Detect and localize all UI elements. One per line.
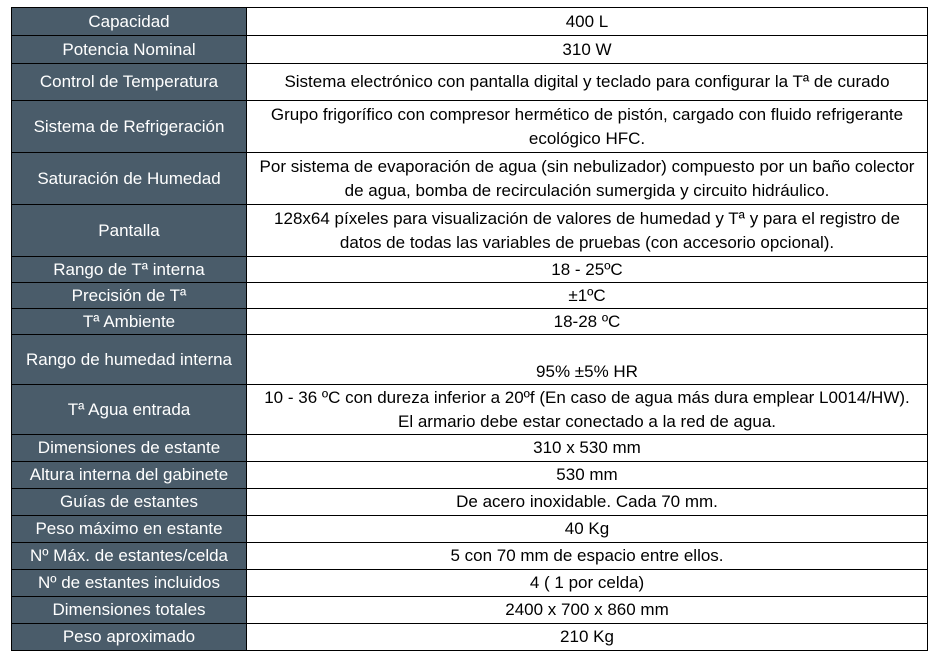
row-label: Potencia Nominal [12, 36, 247, 64]
row-label: Peso máximo en estante [12, 516, 247, 543]
table-row [12, 205, 928, 257]
row-value: ±1ºC [247, 283, 928, 309]
table-row [12, 489, 928, 516]
row-value: 40 Kg [247, 516, 928, 543]
row-value: 310 W [247, 36, 928, 64]
row-label: Guías de estantes [12, 489, 247, 516]
specifications-table [11, 7, 928, 651]
row-label: Pantalla [12, 205, 247, 257]
row-value: Por sistema de evaporación de agua (sin nebulizador) compuesto por un baño colector de agua, bomba de recirculación sumergida y circuito hidráulico. [247, 153, 928, 205]
table-row [12, 385, 928, 435]
table-row [12, 283, 928, 309]
table-row [12, 597, 928, 624]
row-label: Saturación de Humedad [12, 153, 247, 205]
row-value: 5 con 70 mm de espacio entre ellos. [247, 543, 928, 570]
row-value: 95% ±5% HR [247, 335, 928, 385]
row-label: Capacidad [12, 8, 247, 36]
table-row [12, 101, 928, 153]
row-label: Tª Agua entrada [12, 385, 247, 435]
table-row [12, 516, 928, 543]
row-value: 530 mm [247, 462, 928, 489]
table-row [12, 335, 928, 385]
table-row [12, 309, 928, 335]
row-label: Peso aproximado [12, 624, 247, 651]
table-row [12, 570, 928, 597]
row-label: Control de Temperatura [12, 64, 247, 101]
row-value: 2400 x 700 x 860 mm [247, 597, 928, 624]
row-value: Sistema electrónico con pantalla digital y teclado para configurar la Tª de curado [247, 64, 928, 101]
row-label: Tª Ambiente [12, 309, 247, 335]
row-value: 210 Kg [247, 624, 928, 651]
row-value: 18 - 25ºC [247, 257, 928, 283]
table-row [12, 462, 928, 489]
row-label: Precisión de Tª [12, 283, 247, 309]
table-row [12, 435, 928, 462]
row-value: 310 x 530 mm [247, 435, 928, 462]
table-row [12, 8, 928, 36]
row-value: 400 L [247, 8, 928, 36]
row-value: 10 - 36 ºC con dureza inferior a 20ºf (En caso de agua más dura emplear L0014/HW). El armario debe estar conectado a la red de agua. [247, 385, 928, 435]
row-value: 4 ( 1 por celda) [247, 570, 928, 597]
table-row [12, 257, 928, 283]
row-label: Sistema de Refrigeración [12, 101, 247, 153]
row-value: 18-28 ºC [247, 309, 928, 335]
table-row [12, 64, 928, 101]
table-row [12, 36, 928, 64]
row-label: Nº de estantes incluidos [12, 570, 247, 597]
row-label: Dimensiones totales [12, 597, 247, 624]
table-row [12, 543, 928, 570]
row-value: 128x64 píxeles para visualización de valores de humedad y Tª y para el registro de datos de todas las variables de pruebas (con accesorio opcional). [247, 205, 928, 257]
row-label: Nº Máx. de estantes/celda [12, 543, 247, 570]
row-label: Rango de humedad interna [12, 335, 247, 385]
row-label: Altura interna del gabinete [12, 462, 247, 489]
table-row [12, 153, 928, 205]
table-row [12, 624, 928, 651]
row-value: Grupo frigorífico con compresor hermético de pistón, cargado con fluido refrigerante ecológico HFC. [247, 101, 928, 153]
row-label: Rango de Tª interna [12, 257, 247, 283]
row-value: De acero inoxidable. Cada 70 mm. [247, 489, 928, 516]
row-label: Dimensiones de estante [12, 435, 247, 462]
